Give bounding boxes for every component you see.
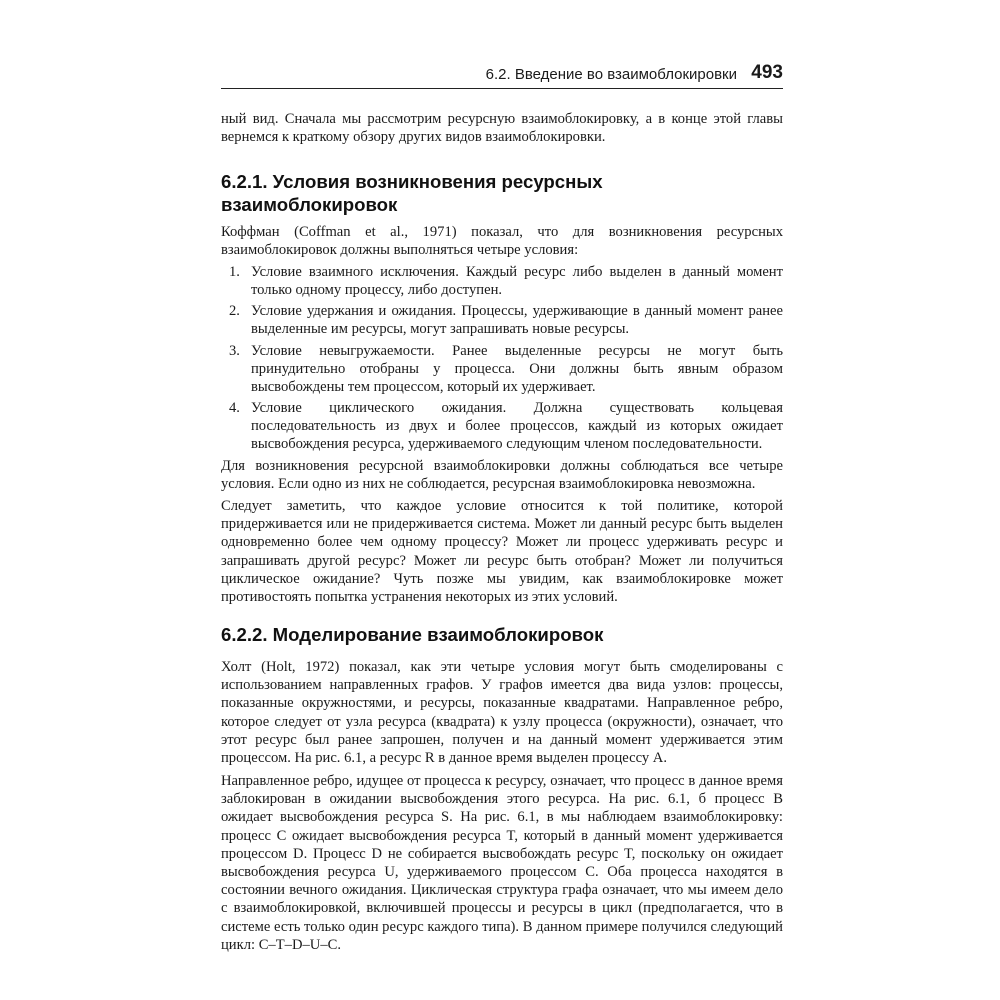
list-number: 2. [229, 303, 240, 319]
directed-edge-paragraph: Направленное ребро, идущее от процесса к ресурсу, означает, что процесс в данное время заблокирован в ожидании высвобождения этого ресурса. На рис. 6.1, б процесс B ожидает высвобождения ресурса S. На рис. 6.1, в мы наблюдаем взаимоблокировку: процесс C ожидает высвобождения ресурса T, который в данный момент удерживается процессом D. Процесс D не собирается высвобождать ресурс T, поскольку он ожидает высвобождения ресурса U, удерживаемого процессом C. Оба процесса находятся в состоянии вечного ожидания. Циклическая структура графа означает, что мы имеем дело с взаимоблокировкой, включившей процессы и ресурсы в цикл (предполагается, что в системе есть только один ресурс каждого типа). В данном примере получился следующий цикл: C–T–D–U–C. [221, 773, 783, 953]
conditions-summary-paragraph: Для возникновения ресурсной взаимоблокировки должны соблюдаться все четыре условия. Если одно из них не соблюдается, ресурсная взаимоблокировка невозможна. [221, 458, 783, 493]
holt-paragraph: Холт (Holt, 1972) показал, как эти четыре условия могут быть смоделированы с использованием направленных графов. У графов имеется два вида узлов: процессы, показанные окружностями, и ресурсы, показанные квадратами. Направленное ребро, которое следует от узла ресурса (квадрата) к узлу процесса (окружности), означает, что этот ресурс был ранее запрошен, получен и на данный момент удерживается этим процессом. На рис. 6.1, а ресурс R в данное время выделен процессу A. [221, 659, 783, 767]
intro-paragraph: ный вид. Сначала мы рассмотрим ресурсную взаимоблокировку, а в конце этой главы вернемся к краткому обзору других видов взаимоблокировки. [221, 111, 783, 146]
section-heading-6-2-2: 6.2.2. Моделирование взаимоблокировок [221, 624, 604, 645]
list-item-text: Условие невыгружаемости. Ранее выделенные ресурсы не могут быть принудительно отобраны у процесса. Они должны быть явным образом высвобождены тем процессом, который их удерживает. [251, 343, 783, 396]
coffman-lead-paragraph: Коффман (Coffman et al., 1971) показал, что для возникновения ресурсных взаимоблокировок должны выполняться четыре условия: [221, 224, 783, 259]
list-item-text: Условие взаимного исключения. Каждый ресурс либо выделен в данный момент только одному процессу, либо доступен. [251, 264, 783, 299]
running-title: 6.2. Введение во взаимоблокировки [485, 66, 737, 83]
list-item-text: Условие удержания и ожидания. Процессы, удерживающие в данный момент ранее выделенные им ресурсы, могут запрашивать новые ресурсы. [251, 303, 783, 338]
section-heading-6-2-1: 6.2.1. Условия возникновения ресурсных взаимоблокировок [221, 171, 603, 215]
page-number: 493 [751, 62, 783, 83]
list-number: 4. [229, 400, 240, 416]
list-number: 1. [229, 264, 240, 280]
running-header [221, 58, 783, 89]
list-number: 3. [229, 343, 240, 359]
list-item-text: Условие циклического ожидания. Должна существовать кольцевая последовательность из двух и более процессов, каждый из которых ожидает высвобождения ресурса, удерживаемого следующим членом последовательности. [251, 400, 783, 453]
policy-paragraph: Следует заметить, что каждое условие относится к той политике, которой придерживается или не придерживается система. Может ли данный ресурс быть выделен одновременно более чем одному процессу? Может ли процесс удерживать ресурс и запрашивать другой ресурс? Может ли ресурс быть отобран? Может ли получиться циклическое ожидание? Чуть позже мы увидим, как взаимоблокировке может противостоять попытка устранения некоторых из этих условий. [221, 498, 783, 606]
